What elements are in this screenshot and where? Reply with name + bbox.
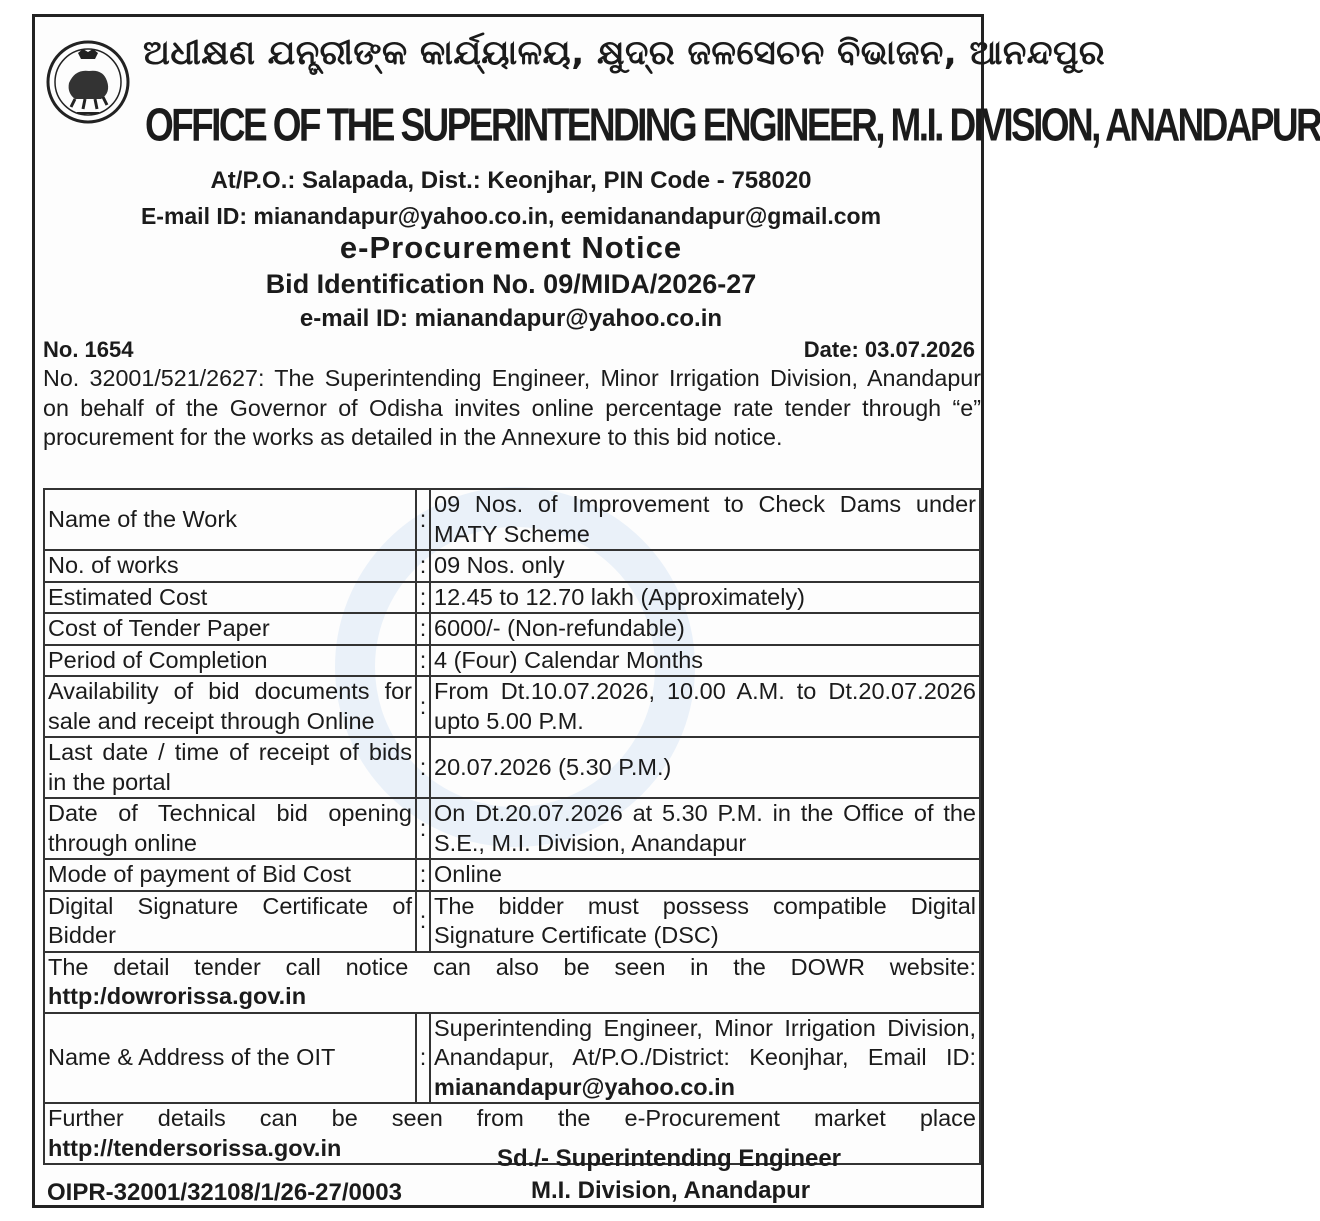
row-colon: : xyxy=(416,798,430,859)
row-label: Period of Completion xyxy=(44,645,416,677)
row-colon: : xyxy=(416,1013,430,1104)
table-row xyxy=(44,737,980,798)
further-details-text: Further details can be seen from the e-Procurement market place xyxy=(48,1105,976,1131)
row-label: Date of Technical bid opening through online xyxy=(44,798,416,859)
row-label: Name of the Work xyxy=(44,489,416,550)
oit-row xyxy=(44,1013,980,1104)
table-row xyxy=(44,891,980,952)
notice-title: e-Procurement Notice xyxy=(339,230,683,265)
signature-line: Sd./- Superintending Engineer xyxy=(497,1145,842,1172)
oipr-number: OIPR-32001/32108/1/26-27/0003 xyxy=(47,1179,402,1206)
row-value: On Dt.20.07.2026 at 5.30 P.M. in the Office of the S.E., M.I. Division, Anandapur xyxy=(430,798,980,859)
table-row xyxy=(44,645,980,677)
dowr-website-row xyxy=(44,952,980,1013)
row-colon: : xyxy=(416,737,430,798)
row-colon: : xyxy=(416,582,430,614)
oit-email-link[interactable]: mianandapur@yahoo.co.in xyxy=(434,1073,736,1100)
table-row xyxy=(44,676,980,737)
oit-address: Superintending Engineer, Minor Irrigation Division, Anandapur, At/P.O./District: Keonjhar, Email ID: xyxy=(434,1014,976,1070)
notice-date: Date: 03.07.2026 xyxy=(803,337,975,362)
row-value: 20.07.2026 (5.30 P.M.) xyxy=(430,737,980,798)
table-row xyxy=(44,798,980,859)
row-label: Cost of Tender Paper xyxy=(44,613,416,645)
bid-identification: Bid Identification No. 09/MIDA/2026-27 xyxy=(265,269,757,299)
row-label: Mode of payment of Bid Cost xyxy=(44,859,416,891)
row-value: The bidder must possess compatible Digital Signature Certificate (DSC) xyxy=(430,891,980,952)
office-emails: E-mail ID: mianandapur@yahoo.co.in, eemidanandapur@gmail.com xyxy=(140,203,882,229)
row-colon: : xyxy=(416,859,430,891)
row-label: Digital Signature Certificate of Bidder xyxy=(44,891,416,952)
table-row xyxy=(44,613,980,645)
row-label: No. of works xyxy=(44,550,416,582)
table-row xyxy=(44,489,980,550)
division-line: M.I. Division, Anandapur xyxy=(531,1177,811,1204)
notice-frame xyxy=(32,14,1320,1208)
table-row xyxy=(44,550,980,582)
row-value: 6000/- (Non-refundable) xyxy=(430,613,980,645)
odia-office-title: ଅଧୀକ୍ଷଣ ଯନ୍ତ୍ରୀଙ୍କ କାର୍ଯ୍ୟାଳୟ, କ୍ଷୁଦ୍ର ଜଳସେଚନ ବିଭାଜନ, ଆନନ୍ଦପୁର xyxy=(143,33,1106,73)
row-colon: : xyxy=(416,489,430,550)
table-row xyxy=(44,582,980,614)
row-label: Estimated Cost xyxy=(44,582,416,614)
table-row xyxy=(44,859,980,891)
row-colon: : xyxy=(416,676,430,737)
tender-details-table xyxy=(43,488,981,1165)
dowr-website-link[interactable]: http:/dowrorissa.gov.in xyxy=(48,983,307,1009)
office-title: OFFICE OF THE SUPERINTENDING ENGINEER, M.I. DIVISION, ANANDAPUR xyxy=(145,99,1320,151)
reference-number: No. 1654 xyxy=(43,337,134,362)
row-value: 4 (Four) Calendar Months xyxy=(430,645,980,677)
row-colon: : xyxy=(416,891,430,952)
tenders-website-link[interactable]: http://tendersorissa.gov.in xyxy=(48,1134,342,1161)
row-label: Last date / time of receipt of bids in the portal xyxy=(44,737,416,798)
odisha-state-emblem-icon xyxy=(45,39,131,125)
oit-label: Name & Address of the OIT xyxy=(44,1013,416,1104)
row-colon: : xyxy=(416,550,430,582)
office-address: At/P.O.: Salapada, Dist.: Keonjhar, PIN Code - 758020 xyxy=(210,167,812,194)
row-value: From Dt.10.07.2026, 10.00 A.M. to Dt.20.07.2026 upto 5.00 P.M. xyxy=(430,676,980,737)
row-value: 09 Nos. of Improvement to Check Dams under MATY Scheme xyxy=(430,489,980,550)
dowr-text: The detail tender call notice can also be seen in the DOWR website: xyxy=(48,953,976,980)
row-value: Online xyxy=(430,859,980,891)
row-colon: : xyxy=(416,645,430,677)
row-colon: : xyxy=(416,613,430,645)
row-label: Availability of bid documents for sale and receipt through Online xyxy=(44,676,416,737)
contact-email: e-mail ID: mianandapur@yahoo.co.in xyxy=(299,305,723,332)
row-value: 12.45 to 12.70 lakh (Approximately) xyxy=(430,582,980,614)
intro-paragraph: No. 32001/521/2627: The Superintending Engineer, Minor Irrigation Division, Anandapur on behalf of the Governor of Odisha invites online percentage rate tender through “e” procurement for the works as detailed in the Annexure to this bid notice. xyxy=(43,365,981,450)
row-value: 09 Nos. only xyxy=(430,550,980,582)
